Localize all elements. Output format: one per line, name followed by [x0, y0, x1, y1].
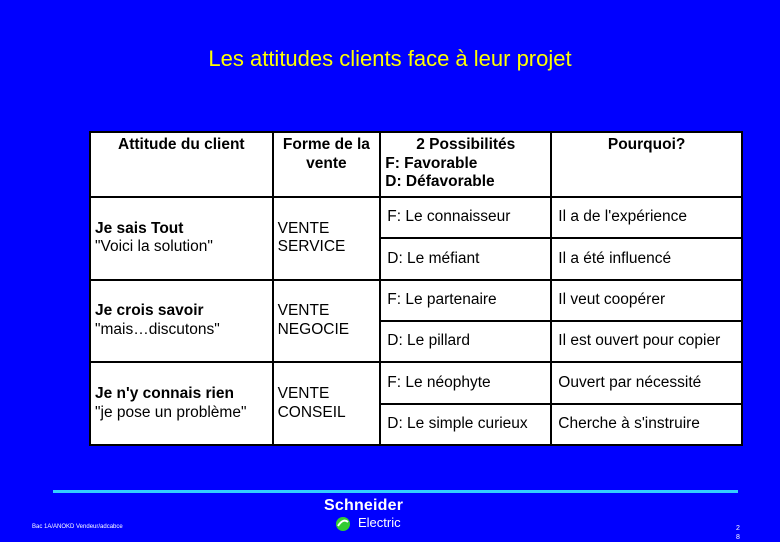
- forme-line1: VENTE: [277, 385, 330, 403]
- attitude-line2: "Voici la solution": [95, 238, 213, 256]
- logo-sub: Electric: [358, 515, 401, 530]
- forme-line1: VENTE: [277, 302, 330, 320]
- forme-line1: VENTE: [277, 219, 330, 237]
- forme-cell: [273, 362, 381, 445]
- header-forme-line2: vente: [306, 154, 347, 172]
- f-pourquoi: Il veut coopérer: [551, 280, 742, 321]
- footer-note: Bac 1A/ANOKD Vendeur/adcabce: [32, 524, 123, 530]
- attitude-line1: Je n'y connais rien: [95, 385, 234, 403]
- forme-cell: [273, 197, 381, 280]
- f-pourquoi: Il a de l'expérience: [551, 197, 742, 238]
- d-pourquoi: Cherche à s'instruire: [551, 404, 742, 445]
- table-header-row: [90, 132, 742, 197]
- table-row: [90, 362, 742, 403]
- header-pourquoi: Pourquoi?: [551, 132, 742, 197]
- header-possibilites-line2: F: Favorable: [385, 154, 478, 172]
- forme-cell: [273, 280, 381, 363]
- attitude-line1: Je crois savoir: [95, 302, 204, 320]
- page-number-line1: 2: [736, 525, 740, 532]
- header-possibilites: [380, 132, 551, 197]
- attitude-line1: Je sais Tout: [95, 219, 184, 237]
- header-forme: [273, 132, 381, 197]
- d-possibilite: D: Le simple curieux: [380, 404, 551, 445]
- f-possibilite: F: Le connaisseur: [380, 197, 551, 238]
- attitude-cell: [90, 362, 273, 445]
- attitude-line2: "mais…discutons": [95, 321, 220, 339]
- forme-line2: SERVICE: [277, 238, 346, 256]
- forme-line2: NEGOCIE: [277, 321, 350, 339]
- slide-title: Les attitudes clients face à leur projet: [208, 46, 572, 71]
- forme-line2: CONSEIL: [277, 403, 346, 421]
- table-row: [90, 280, 742, 321]
- schneider-logo: [318, 497, 418, 537]
- d-possibilite: D: Le pillard: [380, 321, 551, 362]
- page-number: [736, 524, 740, 542]
- logo-mark-icon: [332, 516, 354, 532]
- logo-name: Schneider: [324, 497, 404, 514]
- attitudes-table: [89, 131, 743, 446]
- footer-rule: [53, 490, 738, 493]
- attitude-line2: "je pose un problème": [95, 403, 247, 421]
- header-forme-line1: Forme de la: [282, 136, 370, 153]
- d-pourquoi: Il a été influencé: [551, 238, 742, 279]
- page-number-line2: 8: [736, 534, 740, 541]
- table-row: [90, 197, 742, 238]
- header-attitude: Attitude du client: [90, 132, 273, 197]
- attitude-cell: [90, 280, 273, 363]
- f-pourquoi: Ouvert par nécessité: [551, 362, 742, 403]
- d-possibilite: D: Le méfiant: [380, 238, 551, 279]
- header-possibilites-line1: 2 Possibilités: [416, 136, 516, 153]
- attitude-cell: [90, 197, 273, 280]
- f-possibilite: F: Le partenaire: [380, 280, 551, 321]
- d-pourquoi: Il est ouvert pour copier: [551, 321, 742, 362]
- header-possibilites-line3: D: Défavorable: [385, 173, 495, 191]
- f-possibilite: F: Le néophyte: [380, 362, 551, 403]
